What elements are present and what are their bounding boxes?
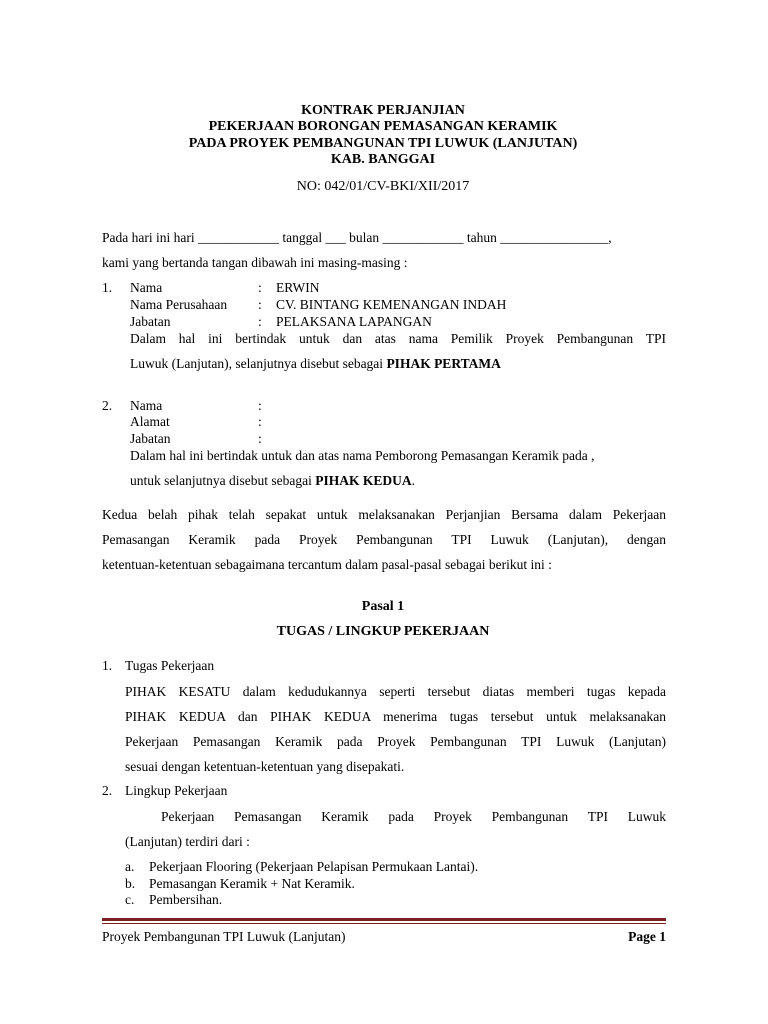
sub-item-a-text: Pekerjaan Flooring (Pekerjaan Pelapisan Permukaan Lantai). (149, 859, 479, 874)
item2-number: 2. (102, 783, 113, 798)
party2-position-label: Jabatan (130, 431, 171, 446)
title-line-2: PEKERJAAN BORONGAN PEMASANGAN KERAMIK (208, 119, 558, 134)
party1-name-value: ERWIN (276, 280, 320, 295)
party2-desc-text: untuk selanjutnya disebut sebagai (130, 473, 316, 488)
party2-name-label: Nama (130, 398, 163, 413)
party2-name-colon: : (258, 398, 262, 413)
sub-item-c-letter: c. (125, 892, 135, 907)
party1-desc-line-2 (130, 356, 501, 372)
party1-role: PIHAK PERTAMA (386, 356, 501, 371)
party2-number: 2. (102, 398, 113, 413)
item2-title: Lingkup Pekerjaan (125, 783, 228, 798)
sub-item-b-letter: b. (125, 876, 136, 891)
party1-position-value: PELAKSANA LAPANGAN (276, 314, 432, 329)
footer-project-name: Proyek Pembangunan TPI Luwuk (Lanjutan) (102, 929, 346, 944)
party2-desc-line-2 (130, 473, 415, 489)
title-line-3: PADA PROYEK PEMBANGUNAN TPI LUWUK (LANJUTAN) (188, 136, 578, 151)
party1-desc-text: Luwuk (Lanjutan), selanjutnya disebut sebagai (130, 356, 387, 371)
party2-address-colon: : (258, 414, 262, 429)
agreement-line-2: Pemasangan Keramik pada Proyek Pembangunan TPI Luwuk (Lanjutan), dengan (102, 532, 666, 547)
intro-line-1: Pada hari ini hari ____________ tanggal ___ bulan ____________ tahun ________________, (102, 230, 612, 245)
contract-number: NO: 042/01/CV-BKI/XII/2017 (296, 179, 470, 194)
party1-desc-line-1: Dalam hal ini bertindak untuk dan atas nama Pemilik Proyek Pembangunan TPI (130, 331, 666, 346)
sub-item-c-text: Pembersihan. (149, 892, 223, 907)
item1-title: Tugas Pekerjaan (125, 658, 215, 673)
agreement-line-3: ketentuan-ketentuan sebagaimana tercantum dalam pasal-pasal sebagai berikut ini : (102, 557, 552, 572)
party1-name-label: Nama (130, 280, 163, 295)
item2-line-2: (Lanjutan) terdiri dari : (125, 834, 250, 849)
footer-rule-thick (102, 918, 666, 921)
party1-position-colon: : (258, 314, 262, 329)
item1-line-4: sesuai dengan ketentuan-ketentuan yang disepakati. (125, 759, 405, 774)
pasal-subtitle: TUGAS / LINGKUP PEKERJAAN (276, 624, 490, 639)
sub-item-b-text: Pemasangan Keramik + Nat Keramik. (149, 876, 355, 891)
party2-desc-end: . (411, 473, 415, 488)
intro-line-2: kami yang bertanda tangan dibawah ini masing-masing : (102, 255, 408, 270)
item1-line-3: Pekerjaan Pemasangan Keramik pada Proyek Pembangunan TPI Luwuk (Lanjutan) (125, 734, 666, 749)
party2-position-colon: : (258, 431, 262, 446)
party2-role: PIHAK KEDUA (315, 473, 412, 488)
party1-number: 1. (102, 280, 113, 295)
item2-line-1: Pekerjaan Pemasangan Keramik pada Proyek Pembangunan TPI Luwuk (161, 809, 666, 824)
party1-position-label: Jabatan (130, 314, 171, 329)
title-line-1: KONTRAK PERJANJIAN (301, 103, 465, 118)
pasal-title: Pasal 1 (361, 599, 405, 614)
title-line-4: KAB. BANGGAI (330, 152, 436, 167)
item1-number: 1. (102, 658, 113, 673)
party2-address-label: Alamat (130, 414, 170, 429)
item1-line-1: PIHAK KESATU dalam kedudukannya seperti tersebut diatas memberi tugas kepada (125, 684, 666, 699)
party1-company-label: Nama Perusahaan (130, 297, 228, 312)
item1-line-2: PIHAK KEDUA dan PIHAK KEDUA menerima tugas tersebut untuk melaksanakan (125, 709, 666, 724)
party2-desc-line-1: Dalam hal ini bertindak untuk dan atas nama Pemborong Pemasangan Keramik pada , (130, 448, 595, 463)
agreement-line-1: Kedua belah pihak telah sepakat untuk melaksanakan Perjanjian Bersama dalam Pekerjaan (102, 507, 666, 522)
footer-page-number: Page 1 (628, 929, 666, 944)
party1-company-value: CV. BINTANG KEMENANGAN INDAH (276, 297, 507, 312)
sub-item-a-letter: a. (125, 859, 135, 874)
party1-name-colon: : (258, 280, 262, 295)
party1-company-colon: : (258, 297, 262, 312)
footer-rule-thin (102, 923, 666, 924)
